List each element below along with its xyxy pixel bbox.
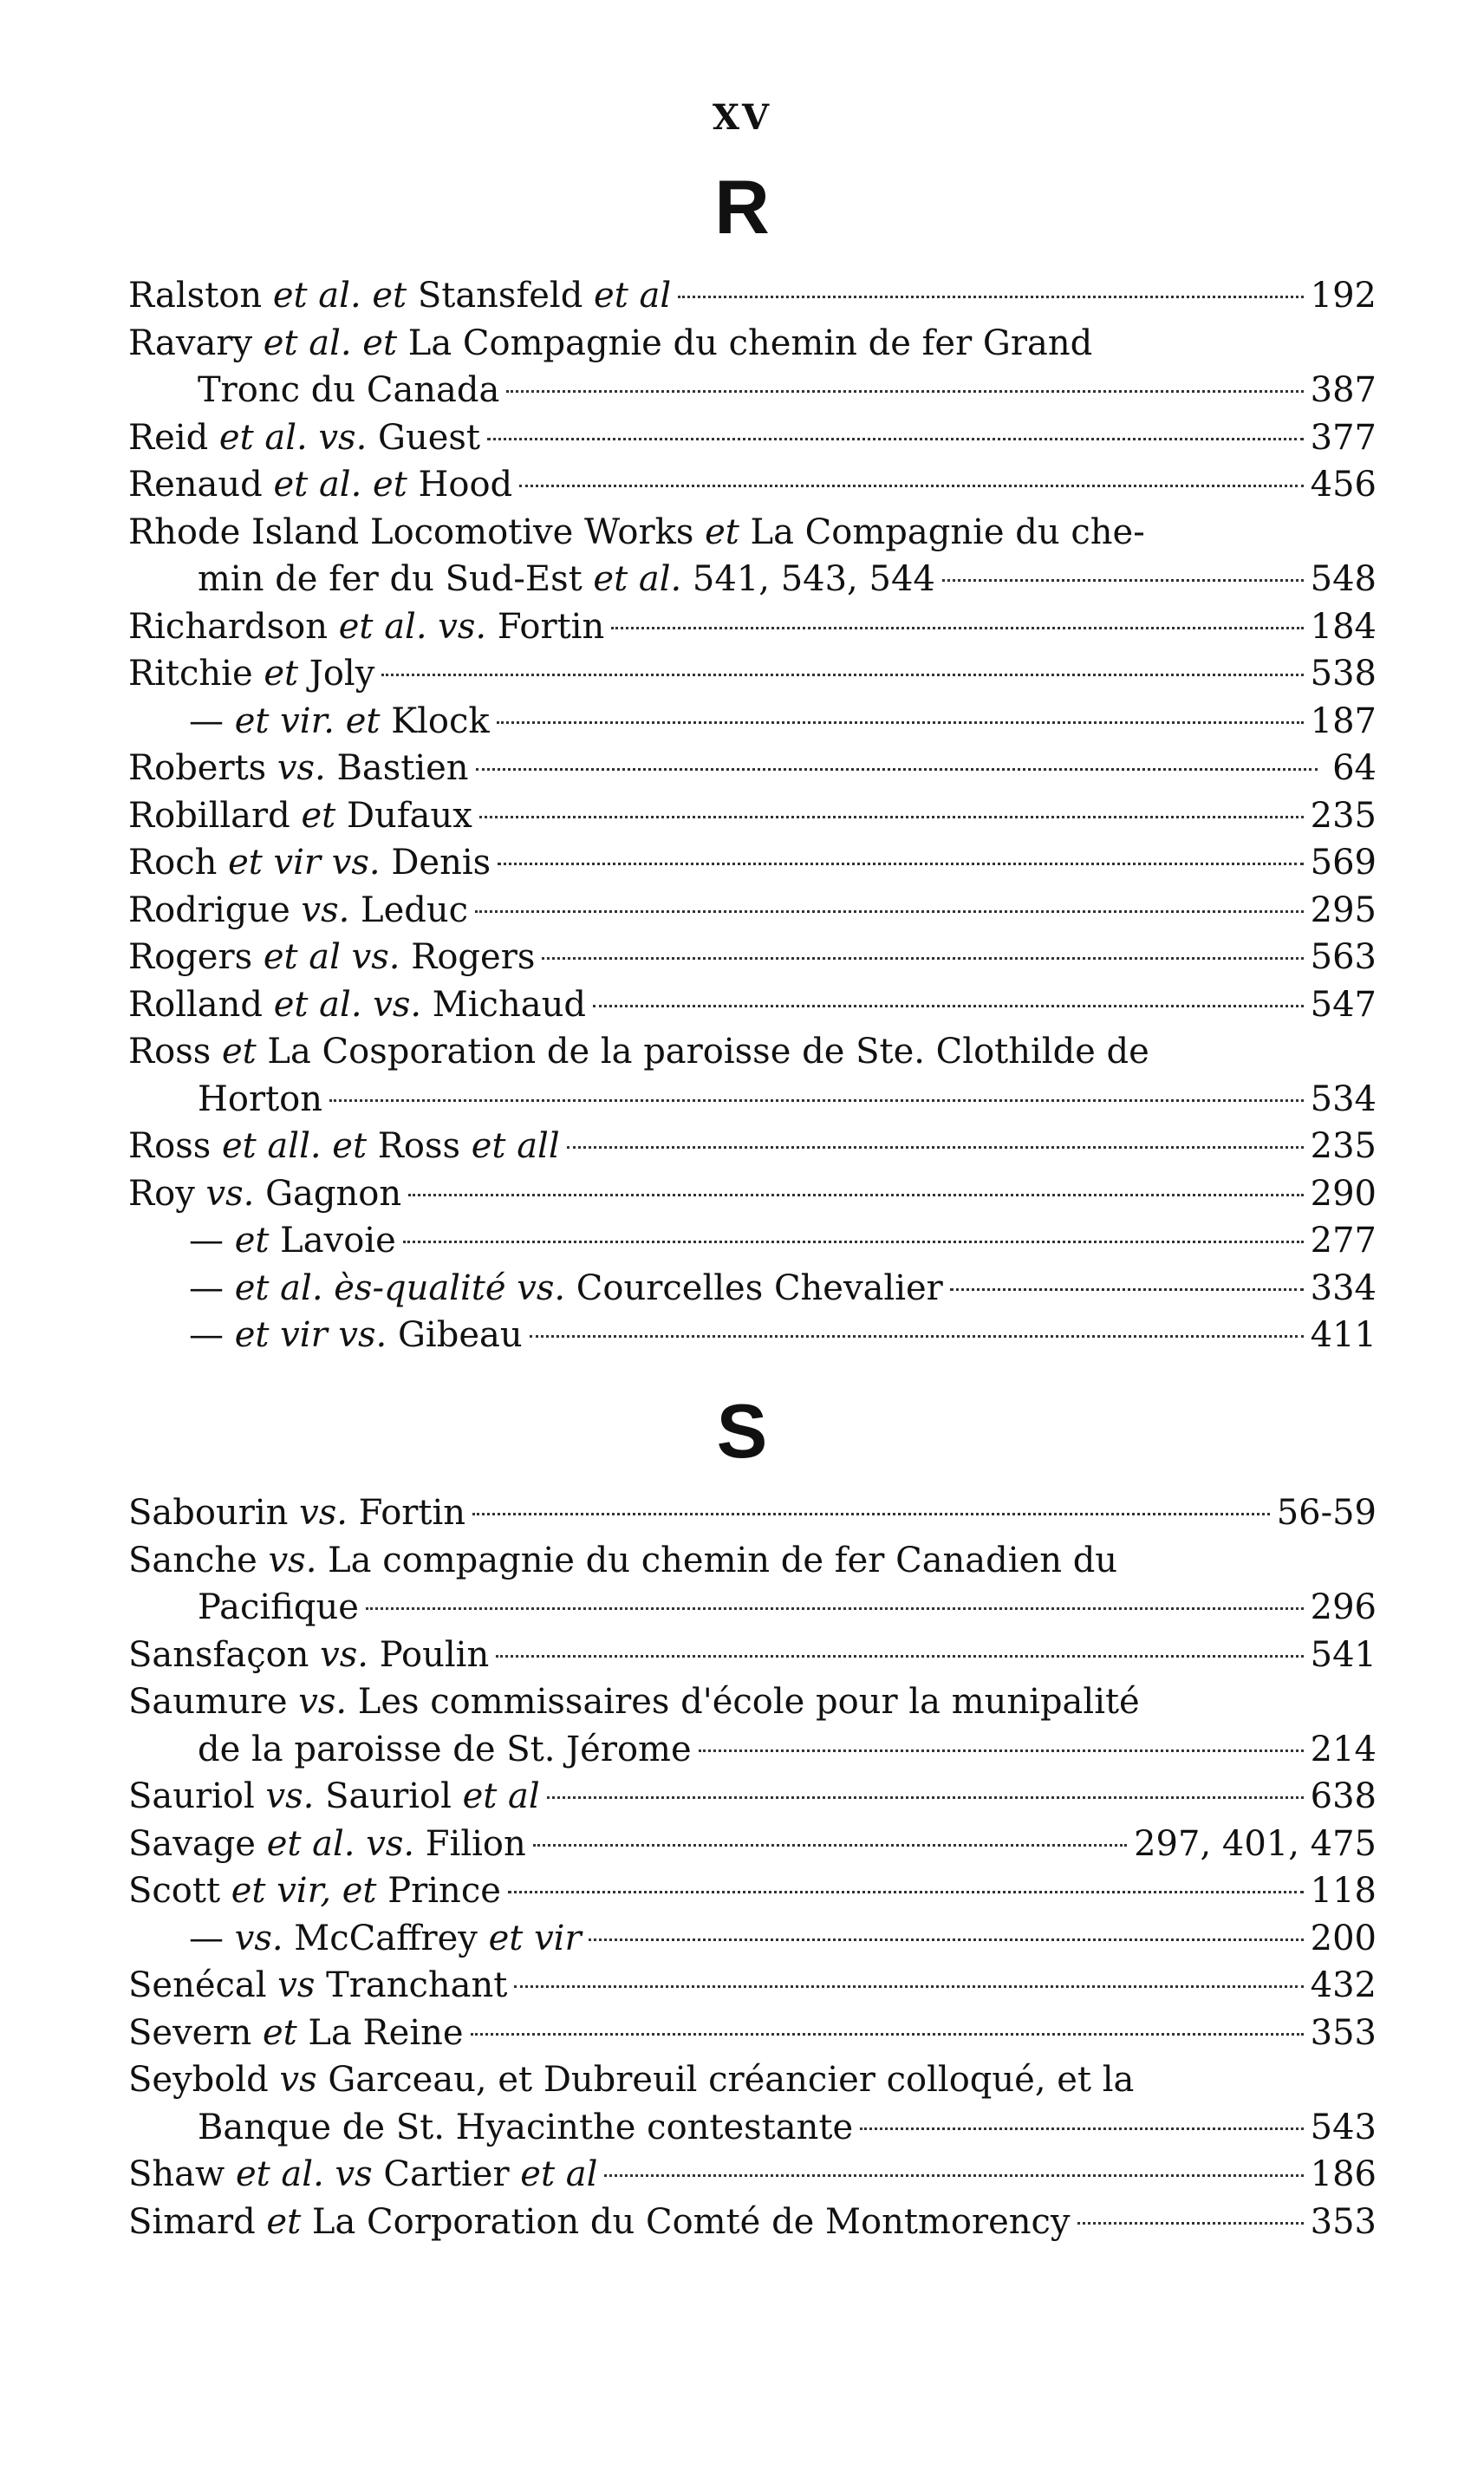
index-entry: [128, 367, 1377, 414]
page-ref: 538: [1310, 654, 1377, 694]
page-ref: 118: [1310, 1871, 1377, 1911]
index-list-s: [128, 1489, 1377, 2245]
entry-text: Rodrigue vs. Leduc: [128, 889, 469, 930]
entry-text: Roch et vir vs. Denis: [128, 843, 491, 883]
index-entry: [128, 461, 1377, 509]
page-ref: 377: [1310, 417, 1377, 458]
dot-leader: [530, 1335, 1304, 1338]
dot-leader: [950, 1288, 1304, 1291]
page-ref: 214: [1310, 1729, 1377, 1769]
section-letter-s: S: [716, 1388, 768, 1474]
index-entry: [128, 1265, 1377, 1313]
dot-leader: [479, 816, 1304, 818]
entry-text: Savage et al. vs. Filion: [128, 1823, 526, 1864]
page-ref: 187: [1310, 700, 1377, 741]
page-ref: 192: [1310, 276, 1377, 316]
index-entry: [128, 1217, 1377, 1265]
dot-leader: [542, 957, 1303, 960]
dot-leader: [860, 2127, 1304, 2130]
dot-leader: [589, 1938, 1304, 1941]
index-entry: [128, 887, 1377, 935]
entry-text: Rogers et al vs. Rogers: [128, 937, 536, 977]
page-ref: 353: [1310, 2201, 1377, 2242]
index-entry: [128, 745, 1377, 792]
page-ref: 184: [1310, 606, 1377, 647]
dot-leader: [475, 910, 1304, 913]
page-ref: 353: [1310, 2012, 1377, 2053]
index-entry: [128, 1632, 1377, 1679]
entry-text: Sauriol vs. Sauriol et al: [128, 1776, 540, 1816]
page-ref: 277: [1310, 1221, 1377, 1261]
index-entry: [128, 1076, 1377, 1124]
entry-text: Scott et vir, et Prince: [128, 1871, 501, 1911]
index-entry: [128, 1312, 1377, 1359]
entry-text: Pacifique: [198, 1587, 359, 1627]
dot-leader: [366, 1607, 1304, 1610]
index-entry: [128, 839, 1377, 887]
dot-leader: [514, 1985, 1303, 1988]
entry-text: Saumure vs. Les commissaires d'école pour la munipalité: [128, 1682, 1140, 1722]
dot-leader: [519, 485, 1304, 487]
page-ref: 235: [1310, 1126, 1377, 1166]
page-ref: 387: [1310, 370, 1377, 410]
index-entry: [128, 792, 1377, 840]
page-ref: 534: [1310, 1078, 1377, 1119]
dot-leader: [593, 1005, 1304, 1007]
dot-leader: [508, 1891, 1304, 1893]
index-entry: [128, 1584, 1377, 1632]
entry-text: — et vir. et Klock: [189, 700, 490, 741]
index-entry: [128, 2056, 1377, 2104]
index-entry: [128, 1537, 1377, 1585]
index-entry: [128, 981, 1377, 1029]
dot-leader: [678, 296, 1303, 298]
entry-text: — vs. McCaffrey et vir: [189, 1918, 582, 1958]
page-ref: 541: [1310, 1634, 1377, 1675]
entry-text: Severn et La Reine: [128, 2012, 464, 2053]
index-entry: [128, 556, 1377, 603]
dot-leader: [381, 674, 1303, 676]
index-entry: [128, 698, 1377, 746]
entry-text: Ritchie et Joly: [128, 654, 375, 694]
page-number: XV: [712, 97, 772, 138]
entry-text: Ross et all. et Ross et all: [128, 1126, 560, 1166]
page-ref: 411: [1310, 1315, 1377, 1355]
entry-text: — et Lavoie: [189, 1221, 396, 1261]
index-entry: [128, 1773, 1377, 1821]
entry-text: min de fer du Sud-Est et al. 541, 543, 544: [198, 559, 935, 599]
entry-text: Roy vs. Gagnon: [128, 1173, 402, 1214]
page-ref: 56-59: [1276, 1493, 1377, 1533]
index-entry: [128, 650, 1377, 698]
entry-text: Roberts vs. Bastien: [128, 748, 469, 788]
page-ref: 569: [1310, 843, 1377, 883]
entry-text: Rhode Island Locomotive Works et La Compagnie du che-: [128, 511, 1145, 552]
index-entry: [128, 2104, 1377, 2152]
index-list-r: [128, 272, 1377, 1359]
page-ref: 296: [1310, 1587, 1377, 1627]
dot-leader: [471, 2033, 1304, 2036]
index-entry: [128, 272, 1377, 320]
index-entry: [128, 1962, 1377, 2010]
entry-text: Seybold vs Garceau, et Dubreuil créancier colloqué, et la: [128, 2060, 1135, 2100]
index-entry: [128, 1726, 1377, 1774]
entry-text: Banque de St. Hyacinthe contestante: [198, 2107, 854, 2147]
entry-text: Renaud et al. et Hood: [128, 465, 513, 505]
dot-leader: [604, 2174, 1303, 2177]
dot-leader: [487, 438, 1304, 440]
page-ref: 638: [1310, 1776, 1377, 1816]
page-ref: 548: [1310, 559, 1377, 599]
dot-leader: [403, 1241, 1304, 1243]
entry-text: Simard et La Corporation du Comté de Montmorency: [128, 2201, 1071, 2242]
dot-leader: [1077, 2222, 1304, 2225]
entry-text: Ross et La Cosporation de la paroisse de Ste. Clothilde de: [128, 1032, 1149, 1072]
entry-text: Sansfaçon vs. Poulin: [128, 1634, 490, 1675]
dot-leader: [567, 1146, 1304, 1149]
entry-text: Rolland et al. vs. Michaud: [128, 984, 586, 1025]
entry-text: Horton: [198, 1078, 323, 1119]
index-entry: [128, 1489, 1377, 1537]
dot-leader: [506, 390, 1303, 393]
page-ref: 290: [1310, 1173, 1377, 1214]
dot-leader: [547, 1796, 1304, 1799]
index-entry: [128, 2199, 1377, 2246]
page-ref: 235: [1310, 795, 1377, 836]
index-entry: [128, 1821, 1377, 1868]
entry-text: de la paroisse de St. Jérome: [198, 1729, 692, 1769]
index-entry: [128, 1915, 1377, 1963]
entry-text: Shaw et al. vs Cartier et al: [128, 2154, 598, 2194]
dot-leader: [408, 1194, 1304, 1196]
entry-text: Sabourin vs. Fortin: [128, 1493, 466, 1533]
index-entry: [128, 1170, 1377, 1218]
dot-leader: [329, 1099, 1304, 1102]
section-letter-r: R: [714, 164, 770, 250]
index-entry: [128, 320, 1377, 368]
index-entry: [128, 2151, 1377, 2199]
dot-leader: [476, 768, 1318, 771]
page-ref: 334: [1310, 1267, 1377, 1308]
index-entry: [128, 1123, 1377, 1170]
page-ref: 547: [1310, 984, 1377, 1025]
index-entry: [128, 2010, 1377, 2057]
page-ref: 297, 401, 475: [1134, 1823, 1377, 1864]
index-entry: [128, 1678, 1377, 1726]
page-ref: 432: [1310, 1965, 1377, 2005]
dot-leader: [472, 1513, 1270, 1515]
entry-text: — et vir vs. Gibeau: [189, 1315, 523, 1355]
entry-text: Reid et al. vs. Guest: [128, 417, 480, 458]
entry-text: Senécal vs Tranchant: [128, 1965, 508, 2005]
page-ref: 563: [1310, 937, 1377, 977]
entry-text: — et al. ès-qualité vs. Courcelles Chevalier: [189, 1267, 943, 1308]
dot-leader: [611, 627, 1303, 629]
index-entry: [128, 1028, 1377, 1076]
dot-leader: [533, 1844, 1127, 1847]
entry-text: Sanche vs. La compagnie du chemin de fer Canadien du: [128, 1540, 1118, 1580]
index-entry: [128, 509, 1377, 557]
page-ref: 456: [1310, 465, 1377, 505]
entry-text: Ravary et al. et La Compagnie du chemin de fer Grand: [128, 323, 1093, 363]
page-ref: 543: [1310, 2107, 1377, 2147]
entry-text: Richardson et al. vs. Fortin: [128, 606, 605, 647]
entry-text: Robillard et Dufaux: [128, 795, 472, 836]
dot-leader: [497, 721, 1304, 724]
page-ref: 200: [1310, 1918, 1377, 1958]
page-ref: 64: [1332, 748, 1377, 788]
dot-leader: [699, 1749, 1304, 1752]
dot-leader: [942, 579, 1304, 582]
index-entry: [128, 603, 1377, 651]
entry-text: Ralston et al. et Stansfeld et al: [128, 276, 672, 316]
page-ref: 186: [1310, 2154, 1377, 2194]
entry-text: Tronc du Canada: [198, 370, 500, 410]
dot-leader: [498, 863, 1303, 865]
dot-leader: [496, 1655, 1303, 1658]
page-ref: 295: [1310, 889, 1377, 930]
index-entry: [128, 934, 1377, 981]
index-entry: [128, 1867, 1377, 1915]
index-entry: [128, 414, 1377, 462]
